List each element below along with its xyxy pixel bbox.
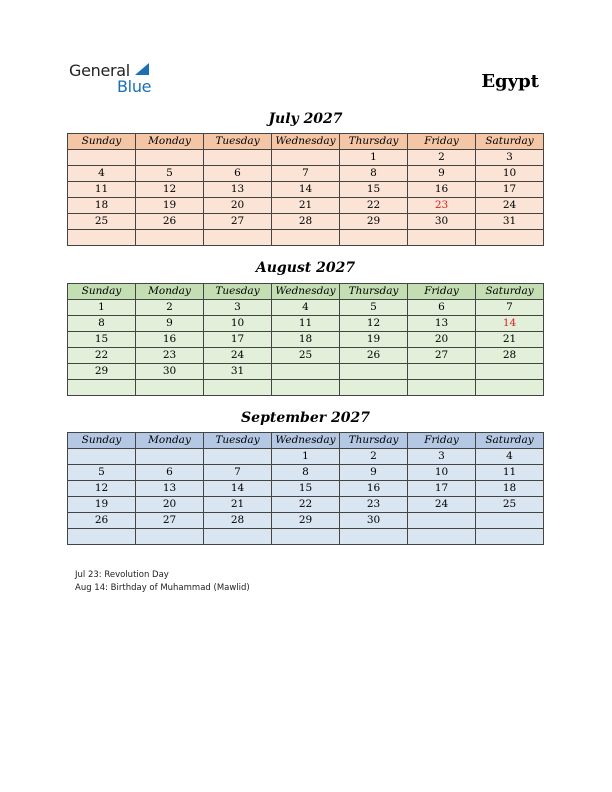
- day-cell: 1: [272, 449, 340, 465]
- weekday-header: Monday: [136, 284, 204, 300]
- week-row: [68, 481, 544, 497]
- day-cell: 26: [136, 214, 204, 230]
- brand-name-blue: Blue: [117, 77, 152, 96]
- brand-logo: [69, 61, 159, 95]
- day-cell: 19: [68, 497, 136, 513]
- day-cell: 15: [340, 182, 408, 198]
- day-cell: 6: [204, 166, 272, 182]
- day-cell: 4: [476, 449, 544, 465]
- day-cell: 25: [476, 497, 544, 513]
- day-cell: [272, 380, 340, 396]
- day-cell: 23: [408, 198, 476, 214]
- week-row: [68, 465, 544, 481]
- day-cell: 8: [272, 465, 340, 481]
- day-cell: 31: [476, 214, 544, 230]
- day-cell: [272, 364, 340, 380]
- brand-triangle-icon: [135, 63, 149, 75]
- day-cell: 6: [136, 465, 204, 481]
- day-cell: 3: [408, 449, 476, 465]
- day-cell: 30: [136, 364, 204, 380]
- day-cell: 14: [272, 182, 340, 198]
- day-cell: [408, 513, 476, 529]
- day-cell: [204, 529, 272, 545]
- weekday-header: Friday: [408, 134, 476, 150]
- week-row: [68, 214, 544, 230]
- day-cell: 22: [340, 198, 408, 214]
- day-cell: 25: [68, 214, 136, 230]
- day-cell: 27: [408, 348, 476, 364]
- weekday-header: Friday: [408, 433, 476, 449]
- week-row: [68, 150, 544, 166]
- day-cell: [68, 230, 136, 246]
- month-title: July 2027: [268, 111, 343, 127]
- day-cell: 22: [68, 348, 136, 364]
- weekday-header: Wednesday: [272, 433, 340, 449]
- day-cell: [68, 150, 136, 166]
- day-cell: [68, 529, 136, 545]
- day-cell: 2: [408, 150, 476, 166]
- day-cell: 24: [204, 348, 272, 364]
- day-cell: 11: [68, 182, 136, 198]
- weekday-header: Thursday: [340, 284, 408, 300]
- day-cell: [204, 449, 272, 465]
- day-cell: 18: [476, 481, 544, 497]
- week-row: [68, 513, 544, 529]
- day-cell: 2: [136, 300, 204, 316]
- day-cell: 16: [340, 481, 408, 497]
- week-row: [68, 198, 544, 214]
- day-cell: 1: [68, 300, 136, 316]
- holiday-note: Jul 23: Revolution Day: [75, 570, 169, 580]
- holiday-note: Aug 14: Birthday of Muhammad (Mawlid): [75, 583, 250, 593]
- day-cell: 19: [136, 198, 204, 214]
- holiday-notes: [75, 569, 250, 595]
- week-row: [68, 380, 544, 396]
- week-row: [68, 529, 544, 545]
- day-cell: [272, 150, 340, 166]
- weekday-header: Tuesday: [204, 433, 272, 449]
- weekday-header: Tuesday: [204, 134, 272, 150]
- day-cell: 14: [204, 481, 272, 497]
- day-cell: 8: [340, 166, 408, 182]
- weekday-header: Sunday: [68, 284, 136, 300]
- day-cell: 5: [340, 300, 408, 316]
- day-cell: 15: [68, 332, 136, 348]
- weekday-header-row: [68, 134, 544, 150]
- day-cell: 28: [272, 214, 340, 230]
- day-cell: 30: [408, 214, 476, 230]
- day-cell: [408, 529, 476, 545]
- day-cell: 16: [136, 332, 204, 348]
- day-cell: [136, 230, 204, 246]
- day-cell: 28: [476, 348, 544, 364]
- day-cell: 12: [68, 481, 136, 497]
- weekday-header: Sunday: [68, 433, 136, 449]
- day-cell: 29: [68, 364, 136, 380]
- day-cell: 21: [272, 198, 340, 214]
- day-cell: 24: [408, 497, 476, 513]
- week-row: [68, 348, 544, 364]
- week-row: [68, 182, 544, 198]
- day-cell: 23: [340, 497, 408, 513]
- day-cell: 4: [68, 166, 136, 182]
- day-cell: 17: [204, 332, 272, 348]
- day-cell: [408, 380, 476, 396]
- weekday-header: Thursday: [340, 134, 408, 150]
- day-cell: 11: [476, 465, 544, 481]
- day-cell: 24: [476, 198, 544, 214]
- week-row: [68, 316, 544, 332]
- weekday-header-row: [68, 433, 544, 449]
- day-cell: [476, 364, 544, 380]
- weekday-header: Wednesday: [272, 134, 340, 150]
- month-table: [67, 133, 544, 246]
- day-cell: 1: [340, 150, 408, 166]
- day-cell: 12: [340, 316, 408, 332]
- day-cell: 9: [340, 465, 408, 481]
- country-title: Egypt: [481, 71, 539, 92]
- day-cell: [340, 529, 408, 545]
- day-cell: [476, 513, 544, 529]
- day-cell: 20: [408, 332, 476, 348]
- day-cell: [340, 380, 408, 396]
- day-cell: 5: [136, 166, 204, 182]
- day-cell: 17: [476, 182, 544, 198]
- weekday-header: Monday: [136, 433, 204, 449]
- day-cell: [476, 380, 544, 396]
- weekday-header: Saturday: [476, 433, 544, 449]
- month-table: [67, 283, 544, 396]
- day-cell: 13: [204, 182, 272, 198]
- month-title: September 2027: [241, 410, 370, 426]
- day-cell: [476, 230, 544, 246]
- day-cell: [204, 230, 272, 246]
- day-cell: 18: [68, 198, 136, 214]
- weekday-header-row: [68, 284, 544, 300]
- weekday-header: Monday: [136, 134, 204, 150]
- day-cell: 16: [408, 182, 476, 198]
- day-cell: 29: [340, 214, 408, 230]
- day-cell: 17: [408, 481, 476, 497]
- week-row: [68, 230, 544, 246]
- day-cell: [204, 150, 272, 166]
- brand-name-general: General: [69, 61, 130, 80]
- day-cell: [476, 529, 544, 545]
- day-cell: 10: [204, 316, 272, 332]
- day-cell: 15: [272, 481, 340, 497]
- weekday-header: Saturday: [476, 134, 544, 150]
- day-cell: 28: [204, 513, 272, 529]
- day-cell: [272, 529, 340, 545]
- weekday-header: Tuesday: [204, 284, 272, 300]
- day-cell: 7: [204, 465, 272, 481]
- day-cell: [204, 380, 272, 396]
- day-cell: 5: [68, 465, 136, 481]
- day-cell: 21: [476, 332, 544, 348]
- day-cell: 10: [476, 166, 544, 182]
- day-cell: 21: [204, 497, 272, 513]
- weekday-header: Friday: [408, 284, 476, 300]
- week-row: [68, 332, 544, 348]
- day-cell: [408, 230, 476, 246]
- day-cell: 3: [204, 300, 272, 316]
- day-cell: 18: [272, 332, 340, 348]
- day-cell: 9: [408, 166, 476, 182]
- day-cell: 13: [408, 316, 476, 332]
- day-cell: 19: [340, 332, 408, 348]
- day-cell: [340, 364, 408, 380]
- day-cell: [136, 380, 204, 396]
- day-cell: [136, 529, 204, 545]
- day-cell: 20: [204, 198, 272, 214]
- day-cell: 27: [204, 214, 272, 230]
- weekday-header: Sunday: [68, 134, 136, 150]
- day-cell: 11: [272, 316, 340, 332]
- day-cell: 8: [68, 316, 136, 332]
- month-title: August 2027: [255, 260, 356, 276]
- day-cell: 10: [408, 465, 476, 481]
- day-cell: [136, 449, 204, 465]
- week-row: [68, 166, 544, 182]
- day-cell: [68, 380, 136, 396]
- day-cell: 29: [272, 513, 340, 529]
- day-cell: [408, 364, 476, 380]
- month-table: [67, 432, 544, 545]
- weekday-header: Thursday: [340, 433, 408, 449]
- day-cell: 3: [476, 150, 544, 166]
- day-cell: 12: [136, 182, 204, 198]
- day-cell: 20: [136, 497, 204, 513]
- day-cell: 14: [476, 316, 544, 332]
- day-cell: 7: [476, 300, 544, 316]
- day-cell: 23: [136, 348, 204, 364]
- day-cell: [272, 230, 340, 246]
- weekday-header: Saturday: [476, 284, 544, 300]
- day-cell: 26: [68, 513, 136, 529]
- day-cell: 25: [272, 348, 340, 364]
- week-row: [68, 449, 544, 465]
- day-cell: 6: [408, 300, 476, 316]
- week-row: [68, 300, 544, 316]
- weekday-header: Wednesday: [272, 284, 340, 300]
- day-cell: [68, 449, 136, 465]
- day-cell: [340, 230, 408, 246]
- week-row: [68, 364, 544, 380]
- day-cell: 13: [136, 481, 204, 497]
- day-cell: 26: [340, 348, 408, 364]
- day-cell: 22: [272, 497, 340, 513]
- day-cell: 9: [136, 316, 204, 332]
- day-cell: 2: [340, 449, 408, 465]
- day-cell: [136, 150, 204, 166]
- day-cell: 31: [204, 364, 272, 380]
- day-cell: 4: [272, 300, 340, 316]
- day-cell: 27: [136, 513, 204, 529]
- day-cell: 7: [272, 166, 340, 182]
- week-row: [68, 497, 544, 513]
- day-cell: 30: [340, 513, 408, 529]
